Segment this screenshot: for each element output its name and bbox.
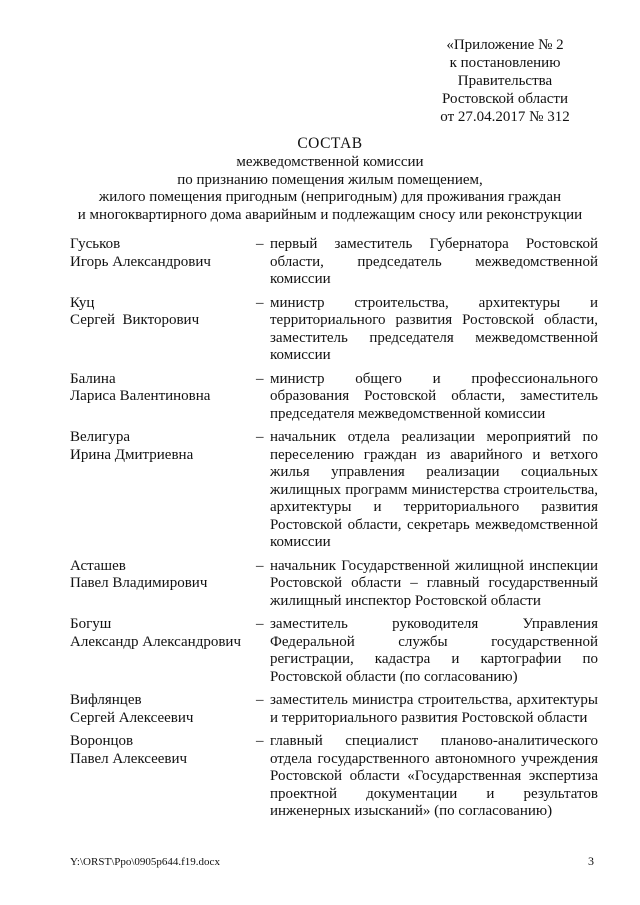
member-surname: Богуш	[70, 616, 112, 632]
member-name	[70, 236, 256, 289]
member-entry	[70, 733, 598, 821]
member-entry	[70, 558, 598, 611]
heading-line-3: жилого помещения пригодным (непригодным) для проживания граждан	[98, 189, 562, 205]
appendix-line-2: к постановлению	[449, 55, 561, 71]
member-role: министр строительства, архитектуры и территориального развития Ростовской области, заместитель председателя межведомственной комиссии	[270, 294, 598, 363]
heading-line-2: по признанию помещения жилым помещением,	[177, 171, 483, 188]
appendix-line-5: от 27.04.2017 № 312	[440, 109, 570, 125]
member-entry	[70, 616, 598, 686]
footer-file-path: Y:\ORST\Ppo\0905p644.f19.docx	[70, 856, 220, 868]
member-surname: Асташев	[70, 557, 126, 574]
member-name	[70, 295, 256, 365]
member-surname: Воронцов	[70, 733, 134, 749]
member-name	[70, 733, 256, 821]
member-surname: Гуськов	[70, 236, 121, 252]
member-name	[70, 371, 256, 424]
member-dash: –	[256, 692, 264, 708]
member-role: начальник отдела реализации мероприятий по переселению граждан из аварийного и ветхого жилья управления реализации социальных жилищных программ министерства строительства, архитектуры и территориального развития Ростовской области, секретарь межведомственной комиссии	[270, 429, 598, 550]
member-surname: Куц	[70, 294, 95, 311]
member-dash: –	[256, 429, 264, 445]
document-title: СОСТАВ	[297, 135, 363, 152]
member-given-name: Ирина Дмитриевна	[70, 446, 194, 463]
document-heading	[40, 134, 620, 224]
member-dash: –	[256, 616, 264, 632]
member-entry	[70, 236, 598, 289]
member-dash: –	[256, 294, 264, 311]
member-role: министр общего и профессионального образования Ростовской области, заместитель председателя межведомственной комиссии	[270, 370, 598, 422]
appendix-line-4: Ростовской области	[442, 91, 568, 107]
member-given-name: Игорь Александрович	[70, 253, 211, 270]
member-given-name: Лариса Валентиновна	[70, 388, 211, 404]
member-entry	[70, 371, 598, 424]
member-dash: –	[256, 370, 264, 387]
member-role: главный специалист планово-аналитического отдела государственного автономного учреждения Ростовской области «Государственная экспертиза проектной документации и результатов инженерных изысканий» (по согласованию)	[270, 733, 598, 819]
member-name	[70, 558, 256, 611]
appendix-line-3: Правительства	[457, 73, 553, 89]
footer-page-number: 3	[588, 854, 594, 868]
member-given-name: Сергей Викторович	[70, 312, 200, 328]
member-role: заместитель руководителя Управления Федеральной службы государственной регистрации, кадастра и картографии по Ростовской области (по согласованию)	[270, 616, 598, 685]
member-given-name: Павел Владимирович	[70, 575, 208, 591]
member-dash: –	[256, 733, 264, 749]
commission-members-list	[70, 236, 598, 827]
member-given-name: Павел Алексеевич	[70, 750, 188, 767]
appendix-block	[420, 36, 590, 126]
member-name	[70, 616, 256, 686]
member-given-name: Сергей Алексеевич	[70, 709, 194, 726]
member-dash: –	[256, 557, 264, 574]
member-name	[70, 429, 256, 552]
member-dash: –	[256, 236, 264, 252]
heading-line-1: межведомственной комиссии	[236, 154, 424, 170]
member-given-name: Александр Александрович	[70, 633, 241, 650]
member-entry	[70, 692, 598, 727]
member-role: первый заместитель Губернатора Ростовской области, председатель межведомственной комиссии	[270, 236, 598, 287]
member-role: заместитель министра строительства, архитектуры и территориального развития Ростовской области	[270, 692, 598, 726]
appendix-line-1: «Приложение № 2	[446, 37, 564, 53]
member-role: начальник Государственной жилищной инспекции Ростовской области – главный государственный жилищный инспектор Ростовской области	[270, 557, 598, 609]
member-surname: Велигура	[70, 429, 130, 445]
member-entry	[70, 295, 598, 365]
member-surname: Вифлянцев	[70, 692, 142, 708]
heading-line-4: и многоквартирного дома аварийным и подлежащим сносу или реконструкции	[77, 206, 583, 223]
member-name	[70, 692, 256, 727]
member-surname: Балина	[70, 370, 116, 387]
member-entry	[70, 429, 598, 552]
